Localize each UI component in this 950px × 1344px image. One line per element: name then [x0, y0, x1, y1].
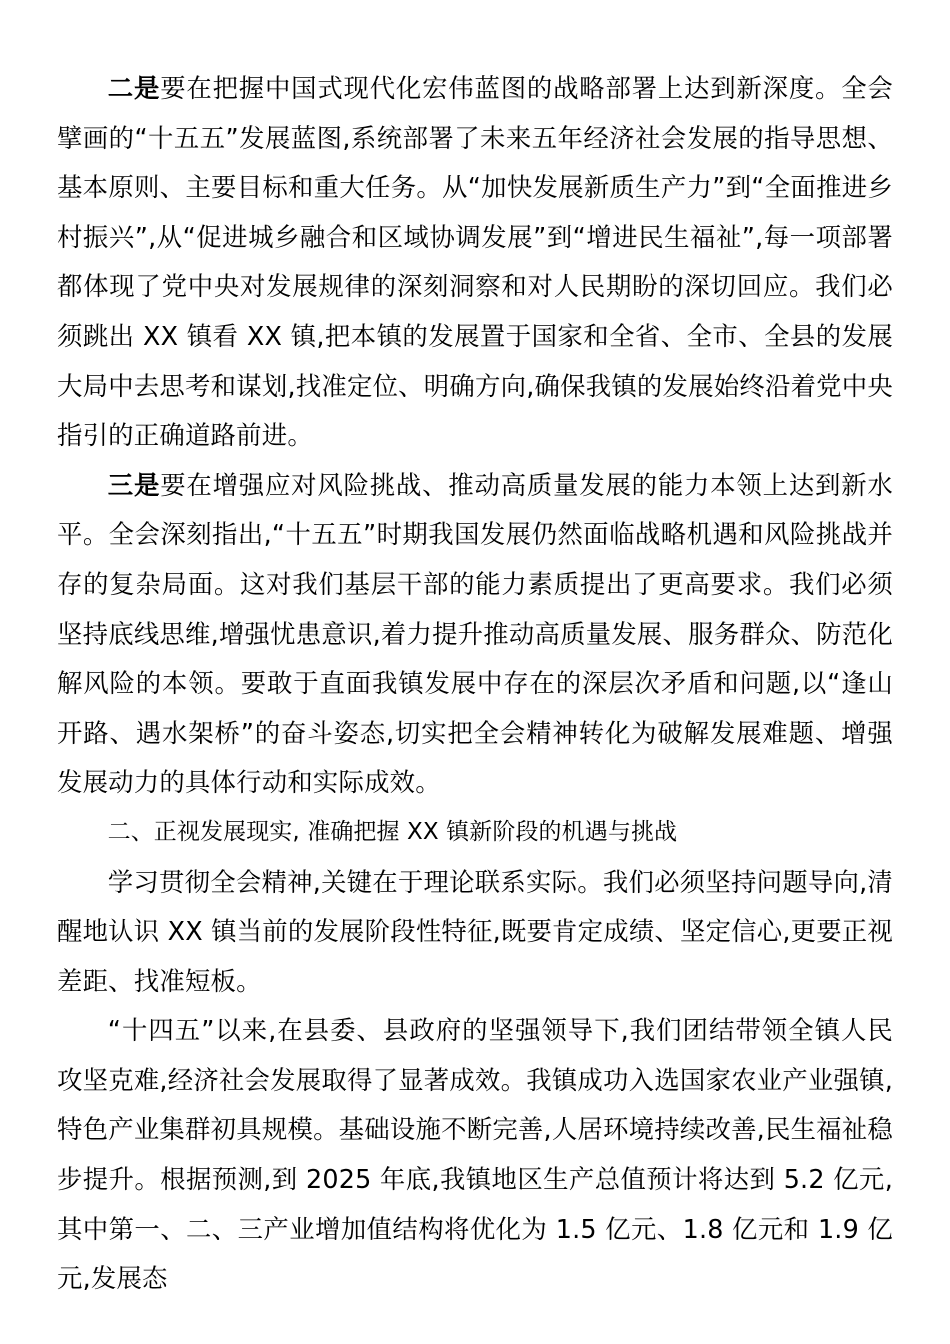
paragraph-point-two: [57, 64, 893, 461]
document-page: [57, 64, 893, 1304]
paragraph-body-text: 要在把握中国式现代化宏伟蓝图的战略部署上达到新深度。全会擘画的“十五五”发展蓝图,系统部署了未来五年经济社会发展的指导思想、基本原则、主要目标和重大任务。从“加快发展新质生产力”到“全面推进乡村振兴”,从“促进城乡融合和区域协调发展”到“增进民生福祉”,每一项部署都体现了党中央对发展规律的深刻洞察和对人民期盼的深切回应。我们必须跳出 XX 镇看 XX 镇,把本镇的发展置于国家和全省、全市、全县的发展大局中去思考和谋划,找准定位、明确方向,确保我镇的发展始终沿着党中央指引的正确道路前进。: [57, 73, 893, 451]
paragraph-lead-bold: 三是: [107, 469, 161, 500]
paragraph-achievements: “十四五”以来,在县委、县政府的坚强领导下,我们团结带领全镇人民攻坚克难,经济社会发展取得了显著成效。我镇成功入选国家农业产业强镇,特色产业集群初具规模。基础设施不断完善,人居环境持续改善,民生福祉稳步提升。根据预测,到 2025 年底,我镇地区生产总值预计将达到 5.2 亿元,其中第一、二、三产业增加值结构将优化为 1.5 亿元、1.8 亿元和 1.9 亿元,发展态: [57, 1015, 893, 1294]
paragraph-intro: 学习贯彻全会精神,关键在于理论联系实际。我们必须坚持问题导向,清醒地认识 XX 镇当前的发展阶段性特征,既要肯定成绩、坚定信心,更要正视差距、找准短板。: [57, 866, 893, 996]
paragraph-body-text: 要在增强应对风险挑战、推动高质量发展的能力本领上达到新水平。全会深刻指出,“十五五”时期我国发展仍然面临战略机遇和风险挑战并存的复杂局面。这对我们基层干部的能力素质提出了更高要求。我们必须坚持底线思维,增强忧患意识,着力提升推动高质量发展、服务群众、防范化解风险的本领。要敢于直面我镇发展中存在的深层次矛盾和问题,以“逢山开路、遇水架桥”的奋斗姿态,切实把全会精神转化为破解发展难题、增强发展动力的具体行动和实际成效。: [57, 469, 893, 798]
paragraph-point-three: [57, 461, 893, 808]
paragraph-lead-bold: 二是: [107, 73, 161, 103]
section-heading: 二、正视发展现实, 准确把握 XX 镇新阶段的机遇与挑战: [107, 818, 678, 845]
